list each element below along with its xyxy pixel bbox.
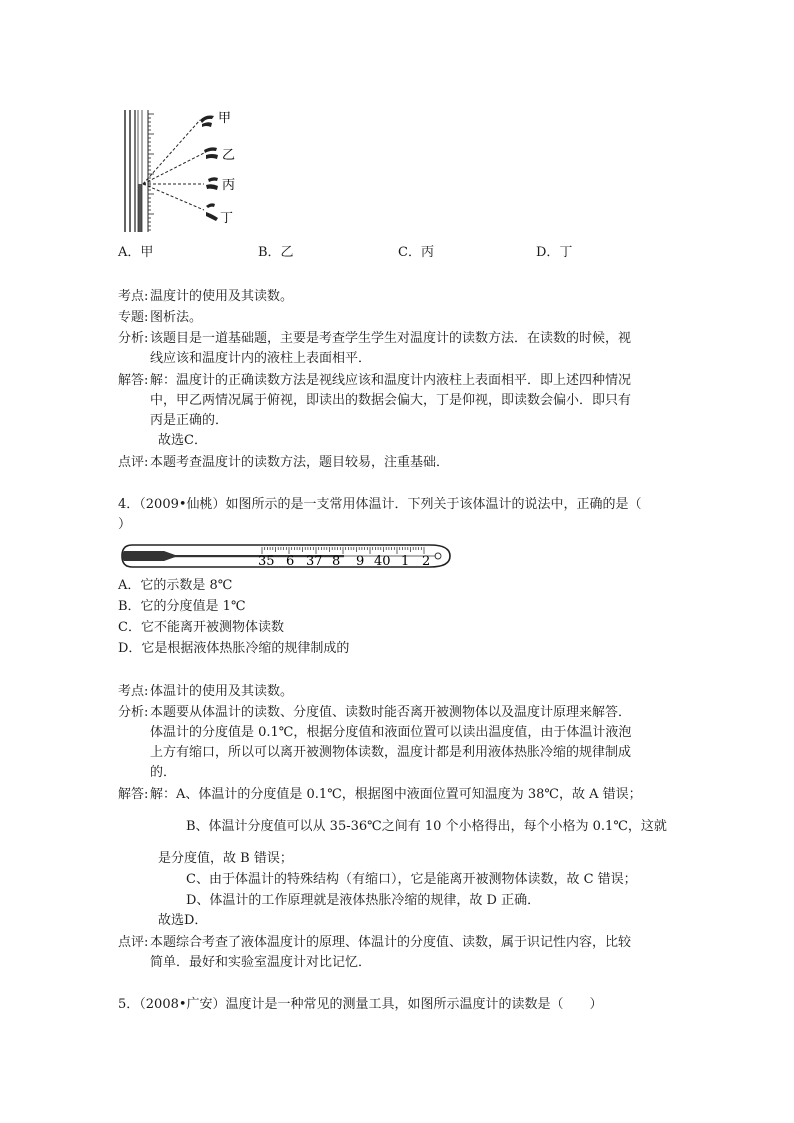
eye-icon <box>206 203 218 221</box>
observer-label-yi: 乙 <box>222 148 236 163</box>
jieda-line: 丙是正确的． <box>150 413 229 428</box>
option-d: D．它是根据液体热胀冷缩的规律制成的 <box>118 641 350 656</box>
jieda-line: D、体温计的工作原理就是液体热胀冷缩的规律，故 D 正确． <box>186 893 541 908</box>
kaodian-text: 体温计的使用及其读数。 <box>150 684 294 699</box>
dianping-line: 简单．最好和实验室温度计对比记忆． <box>150 955 372 970</box>
question-4-stem: 4．（2009•仙桃）如图所示的是一支常用体温计．下列关于该体温计的说法中，正确的是（ <box>118 497 642 512</box>
jieda-label: 解答: <box>118 787 149 802</box>
scale-label: 9 <box>356 554 365 569</box>
fenxi-label: 分析: <box>118 705 149 720</box>
fenxi-line: 该题目是一道基础题，主要是考查学生学生对温度计的读数方法．在读数的时候，视 <box>150 331 632 346</box>
option-c: C．它不能离开被测物体读数 <box>118 620 284 635</box>
dianping-line: 本题综合考查了液体温度计的原理、体温计的分度值、读数，属于识记性内容，比较 <box>150 935 632 950</box>
jieda-line: 中，甲乙两情况属于俯视，即读出的数据会偏大，丁是仰视，即读数会偏小．即只有 <box>150 393 632 408</box>
observer-label-ding: 丁 <box>220 211 234 226</box>
dianping-text: 本题考查温度计的读数方法，题目较易，注重基础． <box>150 455 450 470</box>
scale-label: 1 <box>401 554 410 569</box>
option-d: D．丁 <box>536 245 573 260</box>
option-a: A．甲 <box>118 245 154 260</box>
option-b: B．乙 <box>258 245 294 260</box>
eye-icon <box>200 116 214 128</box>
observer-label-jia: 甲 <box>218 111 232 126</box>
zhuanti-text: 图析法。 <box>150 310 203 325</box>
jieda-line: 解：温度计的正确读数方法是视线应该和温度计内液柱上表面相平．即上述四种情况 <box>150 373 632 388</box>
question-4-stem: ） <box>118 517 132 532</box>
option-c: C．丙 <box>398 245 434 260</box>
fenxi-line: 体温计的分度值是 0.1℃，根据分度值和液面位置可以读出温度值，由于体温计液泡 <box>150 725 632 740</box>
observer-label-bing: 丙 <box>222 178 236 193</box>
fenxi-line: 上方有缩口，所以可以离开被测物体读数，温度计都是利用液体热胀冷缩的规律制成 <box>150 745 632 760</box>
dianping-label: 点评: <box>118 935 149 950</box>
jieda-line: 故选C． <box>158 433 207 448</box>
jieda-label: 解答: <box>118 373 149 388</box>
dianping-label: 点评: <box>118 455 149 470</box>
jieda-line: 解：A、体温计的分度值是 0.1℃，根据图中液面位置可知温度为 38℃，故 A 错误； <box>150 787 642 802</box>
jieda-line: C、由于体温计的特殊结构（有缩口），它是能离开被测物体读数，故 C 错误； <box>186 872 637 887</box>
scale-label: 8 <box>332 554 341 569</box>
eye-icon <box>204 147 218 159</box>
question-5-stem: 5．（2008•广安）温度计是一种常见的测量工具，如图所示温度计的读数是（ ） <box>118 997 603 1012</box>
fenxi-line: 本题要从体温计的读数、分度值、读数时能否离开被测物体以及温度计原理来解答． <box>150 705 632 720</box>
option-b: B．它的分度值是 1℃ <box>118 599 246 614</box>
scale-label: 37 <box>306 554 323 569</box>
scale-label: 2 <box>422 554 431 569</box>
jieda-line: B、体温计分度值可以从 35-36℃之间有 10 个小格得出，每个小格为 0.1℃，这就 <box>186 819 667 834</box>
clinical-thermometer-figure <box>118 539 456 573</box>
kaodian-text: 温度计的使用及其读数。 <box>150 289 294 304</box>
thermometer-reading-figure <box>118 108 258 236</box>
scale-label: 6 <box>286 554 295 569</box>
scale-label: 40 <box>374 554 391 569</box>
option-a: A．它的示数是 8℃ <box>118 578 233 593</box>
kaodian-label: 考点: <box>118 684 149 699</box>
jieda-line: 故选D． <box>158 913 208 928</box>
eye-icon <box>206 177 218 190</box>
fenxi-line: 的． <box>150 765 177 780</box>
zhuanti-label: 专题: <box>118 310 149 325</box>
fenxi-label: 分析: <box>118 331 149 346</box>
scale-label: 35 <box>258 554 275 569</box>
fenxi-line: 线应该和温度计内的液柱上表面相平． <box>150 351 372 366</box>
kaodian-label: 考点: <box>118 289 149 304</box>
jieda-line: 是分度值，故 B 错误； <box>158 851 293 866</box>
